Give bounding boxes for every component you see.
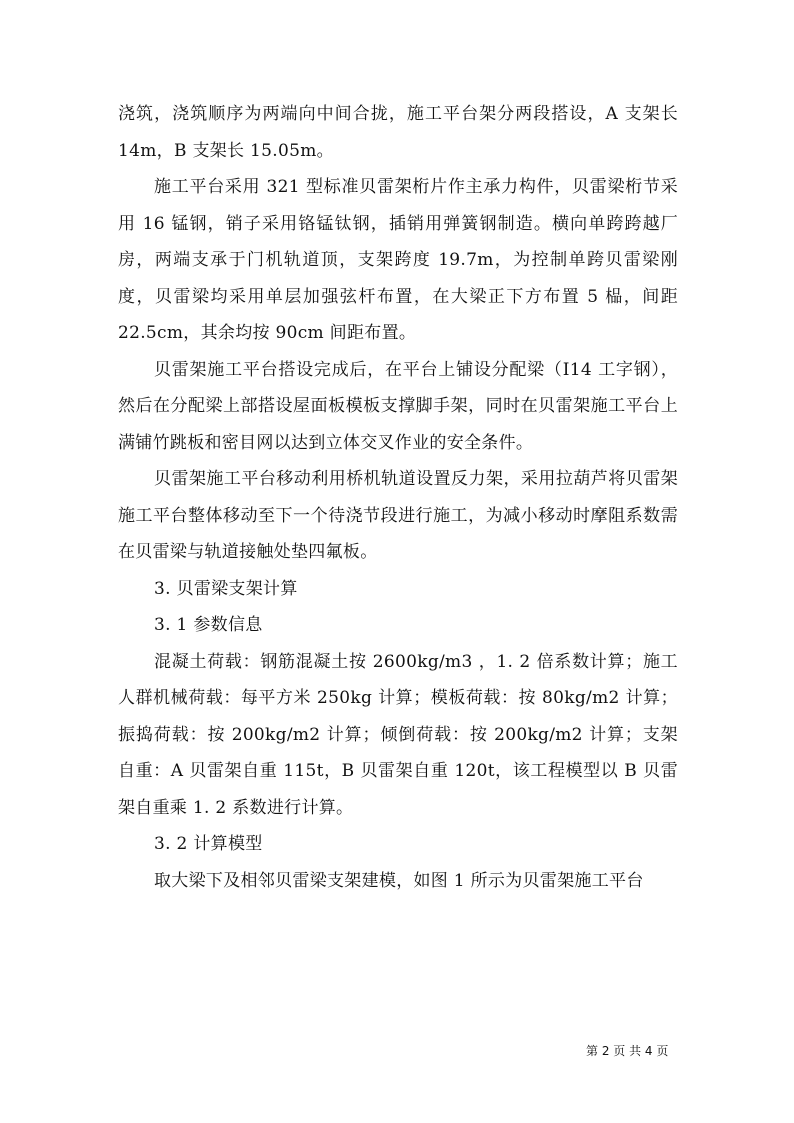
paragraph-pour-sequence: 浇筑，浇筑顺序为两端向中间合拢，施工平台架分两段搭设，A 支架长 14m，B 支架长 15.05m。 [118, 104, 678, 161]
paragraph-calculation-model: 取大梁下及相邻贝雷梁支架建模，如图 1 所示为贝雷架施工平台 [154, 870, 644, 891]
paragraph-load-parameters: 混凝土荷载：钢筋混凝土按 2600kg/m3 ，1. 2 倍系数计算；施工人群机械荷载：每平方米 250kg 计算；模板荷载：按 80kg/m2 计算；振捣荷载：按 200kg/m2 计算；倾倒荷载：按 200kg/m2 计算；支架自重：A 贝雷架自重 115t，B 贝雷架自重 120t，该工程模型以 B 贝雷架自重乘 1. 2 系数进行计算。 [118, 651, 678, 818]
section-heading-3: 3. 贝雷梁支架计算 [154, 578, 298, 599]
paragraph-distribution-beam: 贝雷架施工平台搭设完成后，在平台上铺设分配梁（I14 工字钢），然后在分配梁上部搭设屋面板模板支撑脚手架，同时在贝雷架施工平台上满铺竹跳板和密目网以达到立体交叉作业的安全条件。 [118, 359, 678, 453]
page-number-footer: 第 2 页 共 4 页 [586, 1044, 669, 1058]
section-heading-3-1: 3. 1 参数信息 [154, 615, 263, 635]
page-body [118, 96, 678, 899]
section-heading-3-2: 3. 2 计算模型 [154, 834, 263, 854]
paragraph-platform-structure: 施工平台采用 321 型标准贝雷架桁片作主承力构件，贝雷梁桁节采用 16 锰钢，销子采用铬锰钛钢，插销用弹簧钢制造。横向单跨跨越厂房，两端支承于门机轨道顶，支架跨度 19.7m，为控制单跨贝雷梁刚度，贝雷梁均采用单层加强弦杆布置，在大梁正下方布置 5 榀，间距 22.5cm，其余均按 90cm 间距布置。 [118, 177, 678, 343]
paragraph-platform-movement: 贝雷架施工平台移动利用桥机轨道设置反力架，采用拉葫芦将贝雷架施工平台整体移动至下一个待浇节段进行施工，为减小移动时摩阻系数需在贝雷梁与轨道接触处垫四氟板。 [118, 469, 678, 562]
